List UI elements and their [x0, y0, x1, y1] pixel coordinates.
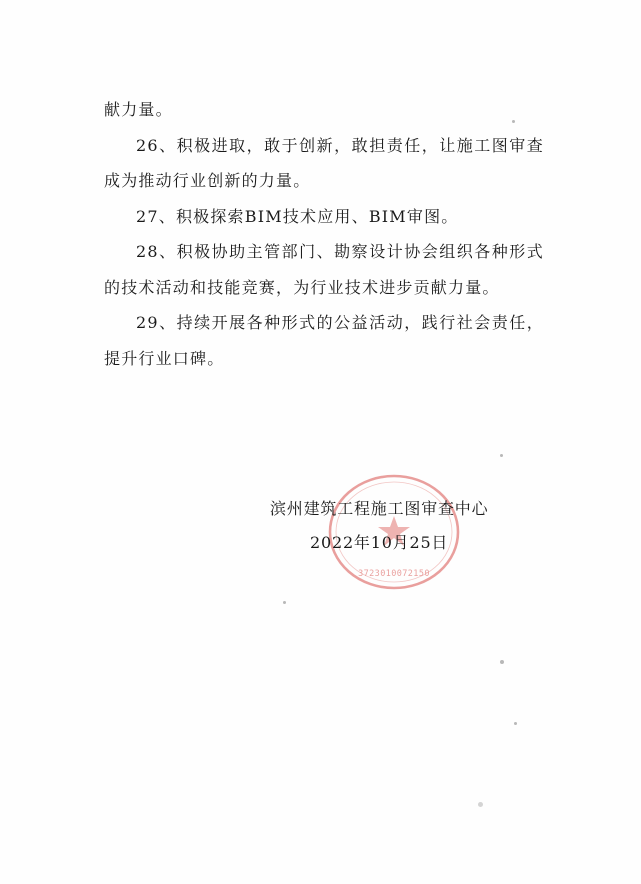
scan-speck: [500, 660, 504, 664]
paragraph-item-28: 28、积极协助主管部门、勘察设计协会组织各种形式的技术活动和技能竞赛，为行业技术进步贡献力量。: [104, 242, 544, 297]
signature-block: [270, 492, 510, 560]
paragraph-continuation: 献力量。: [104, 100, 173, 119]
scan-speck: [512, 120, 515, 123]
scan-speck: [500, 454, 503, 457]
document-body: [104, 92, 544, 376]
scan-speck: [514, 722, 517, 725]
scan-speck: [478, 802, 483, 807]
scan-speck: [283, 601, 286, 604]
paragraph-item-26: 26、积极进取，敢于创新，敢担责任，让施工图审查成为推动行业创新的力量。: [104, 135, 544, 190]
paragraph-item-29: 29、持续开展各种形式的公益活动，践行社会责任，提升行业口碑。: [104, 313, 544, 368]
paragraph-item-27: 27、积极探索BIM技术应用、BIM审图。: [136, 206, 459, 226]
signing-date: 2022年10月25日: [310, 533, 449, 552]
signing-organization: 滨州建筑工程施工图审查中心: [270, 499, 489, 518]
seal-number: 3723010072150: [358, 569, 430, 579]
